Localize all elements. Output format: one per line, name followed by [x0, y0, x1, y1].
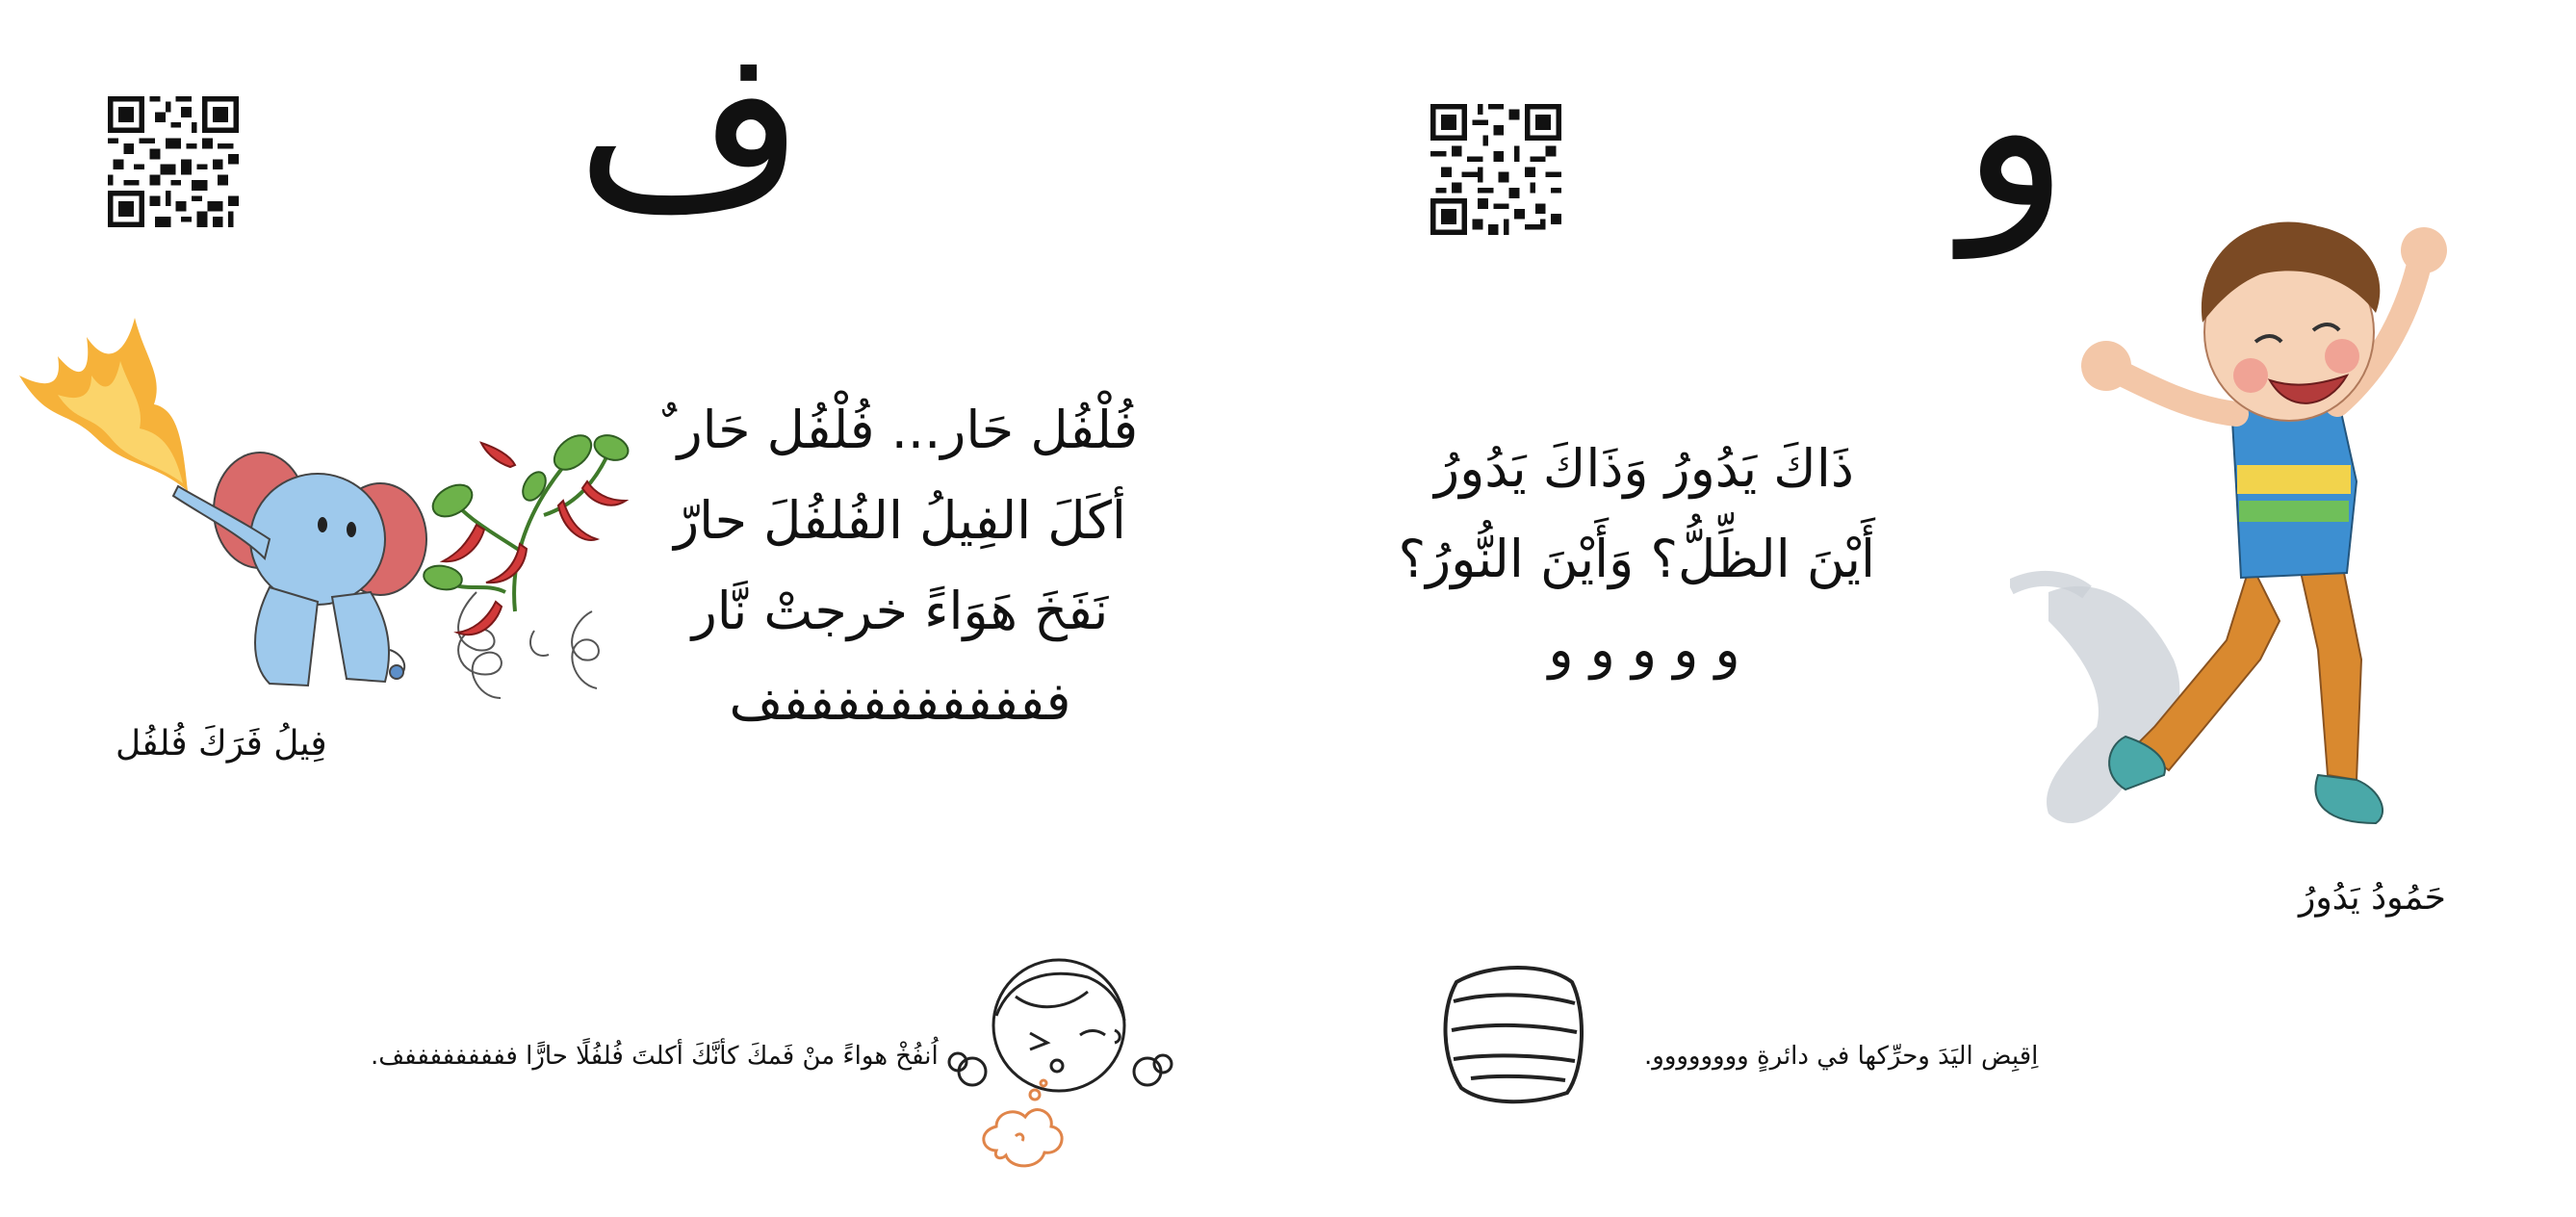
poem-line: أكَلَ الفِيلُ الفُلفُلَ حارّ	[674, 490, 1126, 551]
illustration-caption: حَمُودُ يَدُورُ	[2299, 878, 2446, 918]
poem-line: أَيْنَ الظِّلُّ؟ وَأَيْنَ النُّورُ؟	[1398, 529, 1875, 589]
poem-line: فُلْفُل حَار... فُلْفُل حَار ٌ	[661, 400, 1139, 460]
elephant-icon	[164, 433, 433, 703]
qr-code-icon[interactable]	[108, 96, 239, 227]
fist-icon	[1432, 963, 1586, 1107]
letter-heading: ف	[576, 1, 806, 258]
poem-line: ذَاكَ يَدُورُ وَذَاكَ يَدُورُ	[1434, 438, 1854, 499]
poem-line: فففففففففففف	[729, 671, 1071, 732]
letter-heading: و	[1962, 1, 2070, 258]
right-page	[1288, 0, 2576, 1217]
letter-poem	[597, 385, 1203, 747]
poem-line: نَفَخَ هَوَاءً خرجتْ نَّار	[691, 581, 1109, 641]
dancing-boy-icon	[2010, 207, 2530, 871]
qr-code-icon[interactable]	[1430, 104, 1561, 235]
girl-blowing-icon	[943, 958, 1184, 1189]
letter-poem	[1398, 424, 1875, 695]
instruction-text: اُنفُخْ هواءً منْ فَمكَ كأنَّكَ أكلتَ فُلفُلًا حارًّا فففففففففف.	[371, 1042, 939, 1071]
illustration-caption: فِيلُ فَرَكَ فُلفُل	[116, 724, 327, 764]
poem-line: و و و و و	[1548, 619, 1740, 680]
instruction-text: اِقبِض اليَدَ وحرِّكها في دائرةٍ وووووووو.	[1644, 1042, 2039, 1071]
